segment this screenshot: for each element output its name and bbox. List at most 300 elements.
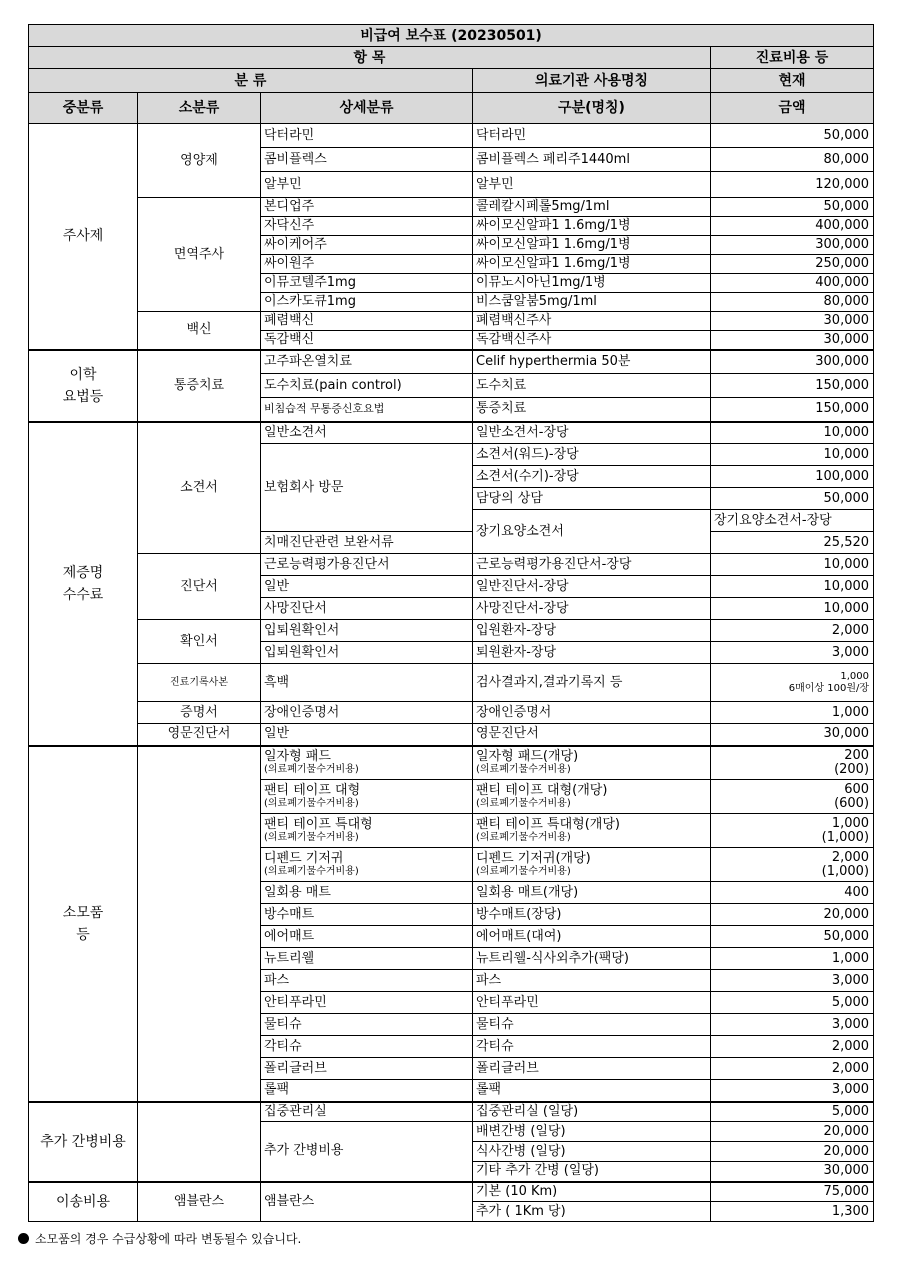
detail-cell xyxy=(261,642,473,664)
amount-cell xyxy=(711,904,874,926)
mid-category xyxy=(29,124,138,350)
amount-value: 150,000 xyxy=(815,401,870,417)
name-cell xyxy=(473,1202,711,1222)
sub-category: 앰블란스 xyxy=(138,1182,261,1222)
table-row xyxy=(29,664,874,702)
detail-label: 입퇴원확인서 xyxy=(264,644,340,660)
amount-cell xyxy=(711,466,874,488)
name-cell xyxy=(261,532,473,554)
detail-label: 각티슈 xyxy=(264,1038,302,1054)
detail-label: 물티슈 xyxy=(264,1016,302,1032)
mid-category xyxy=(29,422,138,746)
detail-label: 알부민 xyxy=(264,176,302,192)
detail-cell xyxy=(261,217,473,236)
table-row xyxy=(29,702,874,724)
name-label: Celif hyperthermia 50분 xyxy=(476,353,631,369)
detail-cell xyxy=(261,1122,473,1182)
amount-value: 30,000 xyxy=(823,313,870,328)
name-cell xyxy=(473,780,711,814)
detail-label: 일반 xyxy=(264,578,290,594)
table-row xyxy=(29,746,874,780)
detail-cell xyxy=(261,312,473,331)
detail-cell xyxy=(261,198,473,217)
name-label: 독감백신주사 xyxy=(476,331,552,347)
mid-category-label: 추가 간병비용 xyxy=(40,1133,126,1150)
detail-label: 뉴트리웰 xyxy=(264,950,315,966)
detail-label: 콤비플렉스 xyxy=(264,151,327,167)
sub-category: 진단서 xyxy=(138,554,261,620)
fee-table xyxy=(28,24,874,1222)
name-label: 소견서(수기)-장당 xyxy=(476,468,579,484)
detail-label: 닥터라민 xyxy=(264,127,315,143)
detail-label: 집중관리실 xyxy=(264,1103,327,1119)
amount-value: 80,000 xyxy=(823,294,870,309)
amount-cell xyxy=(711,780,874,814)
amount-value: 1,000 xyxy=(831,950,870,966)
amount-cell xyxy=(711,374,874,398)
name-cell xyxy=(473,970,711,992)
mid-category-label: 등 xyxy=(76,926,90,943)
amount-cell xyxy=(711,1202,874,1222)
amount-cell xyxy=(711,124,874,148)
header-cost: 진료비용 등 xyxy=(711,47,874,69)
name-label: 각티슈 xyxy=(476,1038,514,1054)
name-label: 배변간병 (일당) xyxy=(476,1123,566,1139)
name-label: 콤비플렉스 페리주1440ml xyxy=(476,151,630,167)
amount-cell xyxy=(711,970,874,992)
name-note: (의료폐기물수거비용) xyxy=(476,764,571,776)
detail-label: 장기요양소견서 xyxy=(476,523,564,539)
name-cell xyxy=(473,814,711,848)
amount-cell xyxy=(711,948,874,970)
name-note: (의료폐기물수거비용) xyxy=(476,832,571,843)
detail-label: 디펜드 기저귀 xyxy=(264,851,344,866)
detail-cell xyxy=(261,664,473,702)
table-row xyxy=(29,422,874,444)
mid-category-label: 제증명 xyxy=(62,564,104,581)
amount-cell xyxy=(711,1058,874,1080)
detail-label: 앰블란스 xyxy=(264,1193,315,1209)
name-label: 물티슈 xyxy=(476,1016,514,1032)
mid-category-label: 소모품 xyxy=(62,904,104,921)
detail-label: 팬티 테이프 특대형 xyxy=(264,817,373,832)
amount-value: 5,000 xyxy=(831,1103,870,1119)
detail-cell xyxy=(261,1182,473,1222)
header-mid: 중분류 xyxy=(29,93,138,124)
table-row xyxy=(29,198,874,217)
name-label: 방수매트(장당) xyxy=(476,906,562,922)
detail-label: 일자형 패드 xyxy=(264,749,331,765)
footnote xyxy=(18,1230,301,1247)
amount-cell xyxy=(711,1036,874,1058)
amount-value: 3,000 xyxy=(831,972,870,988)
amount-value: 50,000 xyxy=(823,127,870,143)
name-cell xyxy=(473,236,711,255)
detail-label: 파스 xyxy=(264,972,290,988)
detail-label: 본디업주 xyxy=(264,199,315,214)
amount-cell xyxy=(711,1182,874,1202)
name-note: (의료폐기물수거비용) xyxy=(476,866,571,877)
sub-category: 증명서 xyxy=(138,702,261,724)
amount-value: 400,000 xyxy=(815,218,870,233)
name-label: 퇴원환자-장당 xyxy=(476,644,557,660)
amount-cell xyxy=(711,620,874,642)
name-label: 식사간병 (일당) xyxy=(476,1143,566,1159)
sub-category: 확인서 xyxy=(138,620,261,664)
name-label: 알부민 xyxy=(476,176,514,192)
table-row xyxy=(29,1182,874,1202)
amount-cell xyxy=(711,1142,874,1162)
amount-cell xyxy=(711,882,874,904)
name-cell xyxy=(473,1058,711,1080)
name-label: 장애인증명서 xyxy=(476,704,552,720)
amount-value: 20,000 xyxy=(823,906,870,922)
amount-cell xyxy=(711,926,874,948)
amount-cell xyxy=(711,255,874,274)
name-label: 추가 ( 1Km 당) xyxy=(476,1203,566,1219)
detail-label: 흑백 xyxy=(264,674,290,690)
amount-cell xyxy=(711,664,874,702)
detail-label: 에어매트 xyxy=(264,928,315,944)
detail-cell xyxy=(261,350,473,374)
amount-cell xyxy=(711,236,874,255)
amount-cell xyxy=(711,148,874,172)
detail-cell xyxy=(261,780,473,814)
amount-cell xyxy=(711,350,874,374)
amount-note: (600) xyxy=(834,795,870,811)
detail-cell xyxy=(261,620,473,642)
amount-cell xyxy=(711,532,874,554)
table-row xyxy=(29,1102,874,1122)
detail-label: 폴리글러브 xyxy=(264,1060,327,1076)
name-label: 안티푸라민 xyxy=(476,994,539,1010)
name-label: 영문진단서 xyxy=(476,726,539,742)
detail-cell xyxy=(261,814,473,848)
name-cell xyxy=(473,926,711,948)
detail-cell xyxy=(473,510,711,554)
name-label: 팬티 테이프 대형(개당) xyxy=(476,783,608,798)
name-cell xyxy=(473,576,711,598)
amount-value: 10,000 xyxy=(823,424,870,440)
amount-value: 10,000 xyxy=(823,556,870,572)
amount-cell xyxy=(711,724,874,746)
name-cell xyxy=(473,312,711,331)
name-cell xyxy=(473,904,711,926)
name-label: 디펜드 기저귀(개당) xyxy=(476,851,591,866)
amount-value: 10,000 xyxy=(823,578,870,594)
amount-cell xyxy=(711,598,874,620)
detail-cell xyxy=(261,554,473,576)
detail-cell xyxy=(261,1058,473,1080)
amount-value: 150,000 xyxy=(815,377,870,393)
name-label: 폐렴백신주사 xyxy=(476,313,552,328)
name-label: 도수치료 xyxy=(476,377,527,393)
amount-cell xyxy=(711,217,874,236)
name-cell xyxy=(473,642,711,664)
amount-value: 300,000 xyxy=(815,237,870,252)
detail-label: 입퇴원확인서 xyxy=(264,622,340,638)
name-cell xyxy=(473,444,711,466)
detail-cell xyxy=(261,576,473,598)
amount-value: 80,000 xyxy=(823,151,870,167)
amount-value: 50,000 xyxy=(823,928,870,944)
detail-label: 독감백신 xyxy=(264,331,315,347)
name-cell xyxy=(473,422,711,444)
mid-category xyxy=(29,350,138,422)
detail-cell xyxy=(261,702,473,724)
name-cell xyxy=(473,992,711,1014)
detail-cell xyxy=(261,724,473,746)
name-label: 팬티 테이프 특대형(개당) xyxy=(476,817,620,832)
amount-cell xyxy=(711,172,874,198)
name-label: 치매진단관련 보완서류 xyxy=(264,534,394,550)
name-cell xyxy=(473,374,711,398)
amount-cell xyxy=(711,312,874,331)
name-label: 근로능력평가용진단서-장당 xyxy=(476,556,632,572)
name-cell xyxy=(473,724,711,746)
name-cell xyxy=(473,746,711,780)
header-sub: 소분류 xyxy=(138,93,261,124)
name-label: 소견서(워드)-장당 xyxy=(476,446,579,462)
table-row xyxy=(29,312,874,331)
amount-cell xyxy=(711,554,874,576)
amount-value: 200 xyxy=(844,747,870,763)
detail-label: 이뮤코텔주1mg xyxy=(264,275,356,290)
amount-cell xyxy=(711,642,874,664)
detail-cell xyxy=(261,1014,473,1036)
detail-label: 안티푸라민 xyxy=(264,994,327,1010)
detail-cell xyxy=(261,236,473,255)
name-cell xyxy=(473,293,711,312)
table-row xyxy=(29,620,874,642)
mid-category xyxy=(29,1182,138,1222)
name-label: 일자형 패드(개당) xyxy=(476,749,579,765)
name-cell xyxy=(473,882,711,904)
name-label: 파스 xyxy=(476,972,502,988)
table-row xyxy=(29,350,874,374)
name-cell xyxy=(711,510,874,532)
detail-cell xyxy=(261,444,473,532)
detail-cell xyxy=(261,255,473,274)
detail-cell xyxy=(261,904,473,926)
mid-category-label: 이학 xyxy=(69,366,97,383)
amount-value: 3,000 xyxy=(831,644,870,660)
detail-label: 도수치료(pain control) xyxy=(264,377,402,393)
amount-value: 10,000 xyxy=(823,600,870,616)
name-cell xyxy=(473,848,711,882)
sub-category: 통증치료 xyxy=(138,350,261,422)
amount-cell xyxy=(711,331,874,350)
header-amount: 금액 xyxy=(711,93,874,124)
footnote-text: 소모품의 경우 수급상황에 따라 변동될수 있습니다. xyxy=(35,1232,302,1246)
detail-label: 근로능력평가용진단서 xyxy=(264,556,390,572)
name-cell xyxy=(473,1102,711,1122)
amount-cell xyxy=(711,848,874,882)
amount-value: 10,000 xyxy=(823,446,870,462)
amount-note: (200) xyxy=(834,761,870,777)
mid-category xyxy=(29,746,138,1102)
detail-cell xyxy=(261,398,473,422)
detail-note: (의료폐기물수거비용) xyxy=(264,798,359,809)
name-cell xyxy=(473,148,711,172)
name-label: 싸이모신알파1 1.6mg/1병 xyxy=(476,218,631,233)
detail-cell xyxy=(261,331,473,350)
name-cell xyxy=(473,948,711,970)
mid-category-label: 요법등 xyxy=(62,388,104,405)
amount-cell xyxy=(711,1122,874,1142)
amount-value: 600 xyxy=(844,781,870,797)
name-cell xyxy=(473,255,711,274)
amount-value: 30,000 xyxy=(823,331,870,347)
detail-cell xyxy=(261,172,473,198)
detail-note: (의료폐기물수거비용) xyxy=(264,764,359,776)
mid-category-label: 이송비용 xyxy=(55,1193,111,1210)
name-cell xyxy=(473,1080,711,1102)
amount-value: 2,000 xyxy=(831,622,870,638)
mid-category xyxy=(29,1102,138,1182)
detail-label: 방수매트 xyxy=(264,906,315,922)
amount-cell xyxy=(711,198,874,217)
name-label: 이뮤노시아닌1mg/1병 xyxy=(476,275,606,290)
name-label: 콜레칼시페롤5mg/1ml xyxy=(476,199,610,214)
amount-value: 5,000 xyxy=(831,994,870,1010)
detail-label: 일반 xyxy=(264,726,290,742)
amount-value: 30,000 xyxy=(823,726,870,742)
detail-label: 장애인증명서 xyxy=(264,704,340,720)
amount-value: 2,000 xyxy=(831,1060,870,1076)
detail-note: (의료폐기물수거비용) xyxy=(264,832,359,843)
amount-value: 2,000 xyxy=(831,1038,870,1054)
detail-label: 보험회사 방문 xyxy=(264,479,344,495)
amount-value: 25,520 xyxy=(823,534,870,550)
amount-cell xyxy=(711,274,874,293)
detail-cell xyxy=(261,374,473,398)
detail-label: 롤팩 xyxy=(264,1082,290,1098)
amount-note: (1,000) xyxy=(821,829,870,845)
amount-note: 6매이상 100원/장 xyxy=(788,682,870,694)
header-inst-name: 의료기관 사용명칭 xyxy=(473,69,711,93)
amount-value: 75,000 xyxy=(823,1183,870,1199)
name-cell xyxy=(473,1036,711,1058)
name-label: 싸이모신알파1 1.6mg/1병 xyxy=(476,256,631,271)
detail-cell xyxy=(261,882,473,904)
amount-value: 120,000 xyxy=(815,176,870,192)
name-cell xyxy=(473,554,711,576)
bullet-icon xyxy=(18,1233,29,1244)
amount-cell xyxy=(711,814,874,848)
detail-label: 비침습적 무통증신호요법 xyxy=(264,402,385,416)
amount-cell xyxy=(711,1162,874,1182)
name-cell xyxy=(473,1122,711,1142)
name-cell xyxy=(473,350,711,374)
amount-value: 3,000 xyxy=(831,1082,870,1098)
amount-cell xyxy=(711,702,874,724)
name-cell xyxy=(473,124,711,148)
detail-cell xyxy=(261,274,473,293)
name-cell xyxy=(473,488,711,510)
detail-label: 자닥신주 xyxy=(264,218,315,233)
amount-value: 250,000 xyxy=(815,256,870,271)
amount-cell xyxy=(711,422,874,444)
name-note: (의료폐기물수거비용) xyxy=(476,798,571,809)
amount-value: 1,300 xyxy=(831,1203,870,1219)
name-label: 싸이모신알파1 1.6mg/1병 xyxy=(476,237,631,252)
amount-value: 20,000 xyxy=(823,1123,870,1139)
name-label: 장기요양소견서-장당 xyxy=(714,512,832,528)
amount-cell xyxy=(711,746,874,780)
detail-label: 싸이원주 xyxy=(264,256,315,271)
name-cell xyxy=(473,664,711,702)
amount-value: 20,000 xyxy=(823,1143,870,1159)
amount-value: 50,000 xyxy=(823,490,870,506)
name-label: 에어매트(대여) xyxy=(476,928,562,944)
detail-label: 팬티 테이프 대형 xyxy=(264,783,361,798)
amount-value: 2,000 xyxy=(831,849,870,865)
amount-value: 3,000 xyxy=(831,1016,870,1032)
name-cell xyxy=(473,1142,711,1162)
amount-cell xyxy=(711,444,874,466)
name-label: 뉴트리웰-식사외추가(팩당) xyxy=(476,950,629,966)
name-cell xyxy=(473,620,711,642)
name-label: 담당의 상담 xyxy=(476,490,543,506)
name-cell xyxy=(473,398,711,422)
name-label: 롤팩 xyxy=(476,1082,502,1098)
detail-label: 싸이케어주 xyxy=(264,237,327,252)
name-label: 검사결과지,결과기록지 등 xyxy=(476,674,623,690)
detail-label: 폐렴백신 xyxy=(264,313,315,328)
name-cell xyxy=(473,172,711,198)
detail-cell xyxy=(261,148,473,172)
amount-cell xyxy=(711,1080,874,1102)
detail-cell xyxy=(261,948,473,970)
amount-value: 30,000 xyxy=(823,1163,870,1179)
detail-note: (의료폐기물수거비용) xyxy=(264,866,359,877)
detail-cell xyxy=(261,1036,473,1058)
detail-label: 일반소견서 xyxy=(264,424,327,440)
header-current: 현재 xyxy=(711,69,874,93)
header-hangmok: 항 목 xyxy=(29,47,711,69)
amount-cell xyxy=(711,293,874,312)
name-label: 일반소견서-장당 xyxy=(476,424,569,440)
header-detail: 상세분류 xyxy=(261,93,473,124)
amount-cell xyxy=(711,992,874,1014)
amount-value: 100,000 xyxy=(815,468,870,484)
detail-cell xyxy=(261,926,473,948)
amount-value: 50,000 xyxy=(823,199,870,214)
name-label: 통증치료 xyxy=(476,401,527,417)
name-label: 집중관리실 (일당) xyxy=(476,1103,579,1119)
header-name: 구분(명칭) xyxy=(473,93,711,124)
name-cell xyxy=(473,466,711,488)
amount-cell xyxy=(711,1014,874,1036)
name-cell xyxy=(473,331,711,350)
amount-value: 400 xyxy=(844,884,870,900)
amount-value: 1,000 xyxy=(831,815,870,831)
name-cell xyxy=(473,598,711,620)
detail-cell xyxy=(261,1080,473,1102)
table-title: 비급여 보수표 (20230501) xyxy=(29,25,874,47)
name-cell xyxy=(473,198,711,217)
amount-cell xyxy=(711,398,874,422)
sub-category: 백신 xyxy=(138,312,261,350)
detail-cell xyxy=(261,598,473,620)
amount-value: 300,000 xyxy=(815,353,870,369)
name-cell xyxy=(473,1014,711,1036)
detail-cell xyxy=(261,970,473,992)
detail-cell xyxy=(261,746,473,780)
name-label: 비스쿰알붐5mg/1ml xyxy=(476,294,597,309)
detail-cell xyxy=(261,124,473,148)
